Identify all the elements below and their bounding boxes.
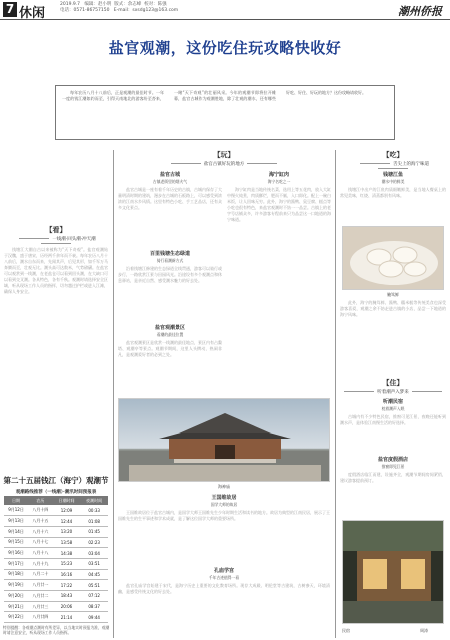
spot-minsu-title: 听潮民宿 (382, 399, 403, 405)
masthead (0, 0, 450, 20)
cell-date: 9月15日 (4, 537, 28, 548)
cell-lunar: 八月十四 (28, 505, 53, 516)
spot-jiudian-body: 度假酒店临江而建，设施齐全，观潮节期间房间紧俏，建议游客提前预订。 (340, 472, 446, 483)
tide-table-header (4, 496, 108, 505)
cell-day-tide: 17:22 (53, 580, 81, 591)
spot-jinianguan-body: 盐官观潮景区是欣赏一线潮的最佳地点，景区内有占鳌塔、观潮亭等景点。观潮节期间，这里人头攒动，热闹非凡，是观潮爱好者的必到之处。 (118, 340, 222, 357)
issue-date: 2019.9.7 (60, 2, 81, 7)
editor: 编辑：赵小明 (84, 2, 112, 7)
temple-illustration (119, 399, 330, 482)
table-row (4, 537, 108, 548)
section-name: 休闲 (19, 6, 46, 21)
lead-box (55, 85, 395, 140)
table-row (4, 601, 108, 612)
section-wan-title: 【玩】 (213, 151, 235, 159)
spot-gucheng-title: 盐官古城 (159, 172, 180, 178)
cell-day-tide: 16:16 (53, 569, 81, 580)
spot-baiyu-body: 沿着钱塘江修建的生态绿道全线贯通，游客可以骑行或步行，一路欣赏江景与田园风光。沿途设有多个观潮点和休息驿站，是亲近自然、感受潮水魅力的好去处。 (118, 266, 222, 283)
spot-kongzi-subtitle: 千年古迹值得一看 (208, 575, 240, 580)
cell-day-tide: 20:06 (53, 601, 81, 612)
cell-lunar: 八月十七 (28, 537, 53, 548)
cell-night-tide: 05:51 (80, 580, 108, 591)
spot-jinianguan-subtitle: 看潮的最佳位置 (156, 332, 184, 337)
cell-lunar: 八月十九 (28, 558, 53, 569)
cell-day-tide: 13:20 (53, 526, 81, 537)
cell-day-tide: 14:38 (53, 548, 81, 559)
spot-jiudian-title: 盐官度假酒店 (377, 457, 408, 463)
section-zhu-subtitle: 听着潮声入梦来 (340, 389, 446, 395)
newspaper-logo: 潮州侨报 (398, 5, 442, 18)
cell-day-tide: 21:14 (53, 612, 81, 623)
table-row (4, 580, 108, 591)
dumplings-illustration (343, 227, 444, 290)
spot-jinianguan-heading (118, 324, 222, 338)
masthead-meta (60, 2, 178, 14)
header-lunar: 农历 (28, 496, 53, 505)
cell-date: 9月17日 (4, 558, 28, 569)
guesthouse-illustration (343, 521, 444, 624)
spot-dafu-body: 钱塘江中出产的江鱼肉质细嫩鲜美，是当地人餐桌上的常见美味，红烧、清蒸都别有风味。 (340, 187, 446, 198)
minsu-photo-caption: 民宿 (342, 628, 350, 633)
cell-day-tide: 13:58 (53, 537, 81, 548)
cell-lunar: 八月廿三 (28, 601, 53, 612)
cell-night-tide: 03:04 (80, 548, 108, 559)
cell-night-tide: 02:23 (80, 537, 108, 548)
photo-credit: 周涛 (420, 628, 428, 633)
cell-date: 9月12日 (4, 505, 28, 516)
cell-day-tide: 18:43 (53, 591, 81, 602)
table-row (4, 526, 108, 537)
cell-night-tide: 03:51 (80, 558, 108, 569)
section-chi-heading (340, 150, 446, 172)
proofreader: 校对：陈强 (144, 2, 167, 7)
spot-baiyu-subtitle: 骑行看潮新方式 (156, 258, 184, 263)
section-zhu-heading (340, 378, 446, 395)
section-guan-heading (3, 225, 109, 247)
tide-table (4, 496, 108, 623)
cell-lunar: 八月十五 (28, 516, 53, 527)
section-guan-body: 钱塘江大潮自古以来被称为“天下奇观”。盐官观潮始于汉魏，盛于唐宋，历经两千余年而不衰。每年农历八月十八前后，潮水自东而来，先闻其声，后见其形，如千军万马奔腾而至，壮观无比。潮头高可达数米，气势磅礴。在盐官可以观赏到一线潮，在老盐仓可以看到回头潮，在大缺口可以看到交叉潮。各具特色，各有千秋。观潮时请选择安全区域，听从现场工作人员的指挥，切勿越过护栏或进入江滩，确保人身安全。 (4, 247, 108, 294)
cell-date: 9月20日 (4, 591, 28, 602)
cell-date: 9月18日 (4, 569, 28, 580)
section-zhu-title: 【住】 (382, 379, 404, 387)
header-night-tide: 夜潮时间 (80, 496, 108, 505)
designer: 版式：余志峰 (114, 2, 142, 7)
cell-date: 9月16日 (4, 548, 28, 559)
header-date: 日期 (4, 496, 28, 505)
cell-day-tide: 15:23 (53, 558, 81, 569)
table-row (4, 612, 108, 623)
spot-jiudian-subtitle: 推窗即见江景 (381, 464, 405, 469)
section-wan-subtitle: 盐官古镇好玩的地方 (118, 161, 330, 167)
spot-jinianguan-title: 盐官观潮景区 (154, 325, 185, 331)
table-row (4, 558, 108, 569)
spot-baiyu-title: 百里钱塘生态绿道 (149, 251, 190, 257)
cell-night-tide: 00:33 (80, 505, 108, 516)
column-divider (113, 150, 114, 638)
table-row (4, 569, 108, 580)
spot-haixiang-body: 海宁缸肉是当地传统名菜，选用上等五花肉，放入大缸中慢火炖煮，肉质酥烂，肥而不腻，入口即化。配上一碗白米饭，让人回味无穷。此外，海宁的酱鸭、臭豆腐、糕点等小吃也很有特色，来盐官观潮时不妨一一品尝。古镇上的老字号店铺众多，许多游客专程前来只为品尝这一口地道的海宁味道。 (227, 187, 331, 222)
food-photo (342, 226, 444, 290)
spot-jiudian-heading (340, 456, 446, 470)
cell-lunar: 八月廿四 (28, 612, 53, 623)
spot-minsu-subtitle: 枕着潮声入眠 (381, 406, 405, 411)
spot-wangguowei-title: 王国维故居 (211, 495, 237, 501)
spot-minsu-heading (340, 398, 446, 412)
minsu-photo (342, 520, 444, 624)
spot-dafu-subtitle: 潮水中的鲜美 (381, 179, 405, 184)
spot-haixiang-subtitle: 海宁名吃之一 (267, 179, 291, 184)
cell-day-tide: 12:09 (53, 505, 81, 516)
spot-baiyu-heading (118, 250, 222, 264)
tide-table-note: 特别提醒：各观潮点潮时有所差异，以当地实时预报为准，观潮时请注意安全，听从现场工作人员指挥。 (3, 625, 110, 635)
spot-wangguowei-body: 王国维故居位于盐官古城内，是国学大师王国维先生少年时期生活和读书的地方。故居为典型的江南民居，展示了王国维先生的生平事迹和学术成就，是了解这位国学大师的重要场所。 (118, 510, 330, 521)
spot-minsu-body: 古城内有不少特色民宿，推窗可见江景，夜晚还能听到潮水声，是体验江南慢生活的好选择。 (340, 414, 446, 425)
cell-day-tide: 12:44 (53, 516, 81, 527)
lead-text: 每年农历八月十八前后，正是观潮的最佳时节。一年一度的钱江潮如约而至，引得天南地北的游客纷至沓来，一睹“天下奇观”的壮丽风采。今年的观潮节即将拉开帷幕，盐官古城作为观潮胜地，除了壮观的潮水，还有哪些好吃、好住、好玩的地方？这份攻略请收好。 (62, 90, 366, 101)
page-number: 7 (3, 2, 17, 17)
spot-kongzi-body: 盐官孔庙学宫始建于宋代，是海宁历史上重要的文化教育场所。现存大成殿、明伦堂等古建筑，古树参天，环境清幽，是感受传统文化的好去处。 (118, 583, 330, 594)
column-divider (335, 150, 336, 638)
cell-night-tide: 01:08 (80, 516, 108, 527)
cell-date: 9月13日 (4, 516, 28, 527)
cell-date: 9月19日 (4, 580, 28, 591)
spot-dafu-heading (340, 171, 446, 185)
spot-haixiang-heading (227, 171, 331, 185)
food-photo-caption: 腌笃鲜 (387, 292, 399, 297)
haishen-temple-photo (118, 398, 330, 482)
header-day-tide: 日潮时间 (53, 496, 81, 505)
cell-date: 9月22日 (4, 612, 28, 623)
spot-dafu-title: 钱塘江鱼 (382, 172, 403, 178)
section-guan-title: 【看】 (45, 226, 67, 234)
spot-gucheng-heading (118, 171, 222, 185)
tide-table-title: 第二十五届钱江（海宁）观潮节 (3, 476, 109, 485)
tide-table-subtitle: 观潮路线推荐（一线潮）·潮汛时间预报表 (15, 490, 97, 495)
cell-lunar: 八月廿二 (28, 591, 53, 602)
spot-wangguowei-heading (118, 494, 330, 508)
cell-date: 9月14日 (4, 526, 28, 537)
cell-lunar: 八月二十 (28, 569, 53, 580)
spot-kongzi-heading (118, 567, 330, 581)
section-chi-title: 【吃】 (382, 151, 404, 159)
section-chi-subtitle: 舌尖上的海宁味道 (340, 161, 446, 172)
table-row (4, 505, 108, 516)
cell-date: 9月21日 (4, 601, 28, 612)
table-row (4, 591, 108, 602)
spot-wangguowei-subtitle: 国学大师的故居 (210, 502, 238, 507)
cell-lunar: 八月十八 (28, 548, 53, 559)
spot-kongzi-title: 孔庙学宫 (213, 568, 234, 574)
spot-gucheng-subtitle: 古镇老街里的烟火气 (152, 179, 188, 184)
haishen-photo-caption: 海神庙 (218, 484, 230, 489)
section-guan-subtitle: 一线潮·回头潮·冲天潮 (3, 236, 109, 247)
section-wan-heading (118, 150, 330, 167)
cell-night-tide: 04:45 (80, 569, 108, 580)
table-row (4, 548, 108, 559)
chi-extra-body: 此外，海宁的腌笃鲜、酱鸭、糯米糕等传统美食也深受游客喜爱，观潮之余不妨走进古镇的小店，品尝一下地道的海宁风味。 (340, 300, 446, 317)
cell-night-tide: 01:45 (80, 526, 108, 537)
cell-lunar: 八月廿一 (28, 580, 53, 591)
phone: 电话：0571-86757150 (60, 8, 110, 13)
cell-lunar: 八月十六 (28, 526, 53, 537)
cell-night-tide: 07:12 (80, 591, 108, 602)
cell-night-tide: 09:44 (80, 612, 108, 623)
spot-gucheng-body: 盐官古城是一座有着千年历史的古镇，古城内保存了大量明清时期的建筑，漫步在古城的石板路上，可以感受到浓浓的江南水乡风情。这里有特色小吃、手工艺品店，还有众多文化景点。 (118, 187, 222, 210)
table-row (4, 516, 108, 527)
spot-haixiang-title: 海宁缸肉 (268, 172, 289, 178)
email: E-mail：sxsdg123@163.com (113, 8, 179, 13)
page-headline: 盐官观潮，这份吃住玩攻略快收好 (108, 39, 342, 57)
cell-night-tide: 08:37 (80, 601, 108, 612)
